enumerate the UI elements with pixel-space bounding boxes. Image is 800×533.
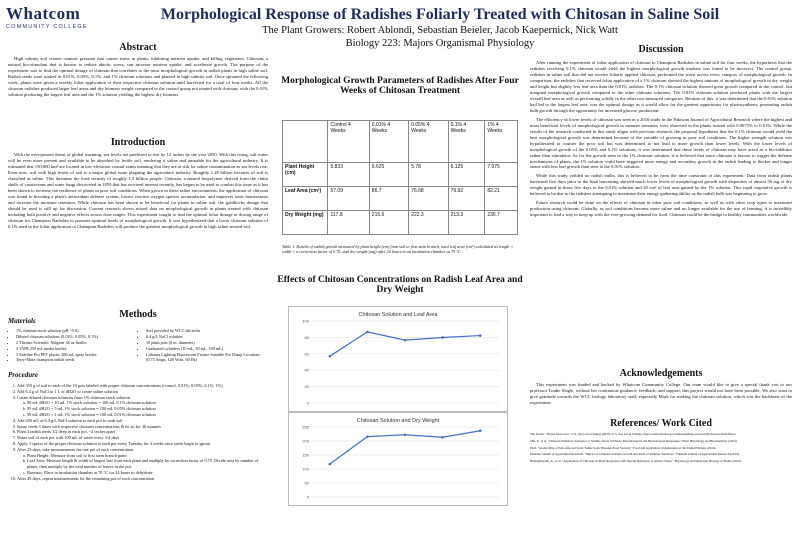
leaf-area-chart: [288, 306, 508, 412]
table-cell: 117.8: [328, 211, 369, 235]
data-point: [404, 433, 407, 436]
table-header-row: [283, 121, 518, 163]
y-tick-label: 100: [302, 318, 309, 324]
y-tick-label: 250: [302, 424, 309, 430]
discussion-text: [530, 60, 792, 221]
table-cell: 57.09: [328, 187, 369, 211]
table-row: [283, 187, 518, 211]
table-row-label: Leaf Area (cm²): [283, 187, 328, 211]
data-point: [329, 463, 332, 466]
procedure-list: [8, 383, 268, 482]
y-tick-label: 40: [304, 367, 309, 373]
procedure-substeps: [17, 453, 268, 476]
table-row: [283, 163, 518, 187]
procedure-step-text: Spray seeds 3 times with respective chitosan concentrations & let sit for 30 minutes: [17, 423, 161, 429]
table-cell: 213.3: [448, 211, 485, 235]
table-cell: 76.68: [409, 187, 448, 211]
table-cell: 6.125: [448, 163, 485, 187]
procedure-step-text: Add 350 g of soil to each of the 10 pots labeled with proper chitosan concentrations (control, 0.01%, 0.05%, 0.1%, 1%): [17, 383, 223, 388]
discussion-paragraph-3: While this study yielded no radish bulbs, this is believed to be from the time constraint of this experiment. Data from radish plants harvested five days prior to the final harvesting showed much lower levels of morphological growth with disparities of almost 50 mg of dry weight gained in those five days in the 0.01% solution and 20 cm² of leaf area gained by the 1% solution. This rapid vegetative growth is believed to be due to the radishes attempting to maximize their energy gathering ability as the radish bulb was beginning to grow.: [530, 173, 792, 197]
procedure-substep: b. Leaf Area: Measure length & width of largest leaf from each plant and multiply by correction factor of 0.75. Divide area by number of plants, then multiply by the total number of leaves in the pot.: [27, 458, 268, 470]
procedure-heading: Procedure: [8, 371, 38, 379]
y-tick-label: 20: [304, 384, 309, 390]
y-tick-label: 150: [302, 452, 309, 458]
material-item: • Lithonia Lighting Fluorescent Fixture Suitable For Damp Locations (0.75 Amps, 120 Volts, 60 Hz): [146, 352, 268, 364]
table-cell: 86.7: [369, 187, 408, 211]
material-item: • Soil provided by WCC lab techs: [146, 328, 268, 334]
poster-course: Biology 223: Majors Organismal Physiology: [345, 38, 535, 49]
series-line: [330, 332, 480, 356]
table-cell: 82.21: [485, 187, 518, 211]
poster-authors: The Plant Growers: Robert Ablondi, Sebastian Beieler, Jacob Kaepernick, Nick Watt: [262, 25, 618, 36]
table-cell: 79.92: [448, 187, 485, 211]
table-header-cell: 0.1% 4 Weeks: [448, 121, 485, 163]
data-point: [329, 355, 332, 358]
procedure-step: [17, 476, 268, 482]
table-header-cell: [283, 121, 328, 163]
table-caption: Table 1. Results of radish growth measured by plant height (cm) from soil to first stem branch, total leaf area (cm²) calculated as length × width × a correction factor of 0.75, and dry weight (mg) after 24 hours in an incubation chamber at 70 °C.: [282, 244, 514, 255]
reference-item: Hidangmayum, A., et al. "Application of Chitosan on Plant Responses with Special Reference to Abiotic Stress." Physiology and Molecular Biology of Plants (2019).: [530, 459, 742, 464]
logo-subtitle: COMMUNITY COLLEGE: [6, 24, 88, 30]
table-cell: 215.6: [369, 211, 408, 235]
table-row-label: Plant Height (cm): [283, 163, 328, 187]
chart-title: Chitosan Solution and Leaf Area: [358, 312, 438, 318]
introduction-heading: Introduction: [110, 137, 166, 148]
chart-title: Chitosan Solution and Dry Weight: [356, 418, 440, 424]
abstract-text: [8, 56, 268, 101]
materials-list-left: [8, 328, 138, 363]
table-cell: 6.625: [369, 163, 408, 187]
material-item: • Diluted chitosan solutions (0.01%, 0.05%, 0.1%): [16, 334, 138, 340]
procedure-step: [17, 447, 268, 476]
table-cell: 222.3: [409, 211, 448, 235]
procedure-substep: c. 99 mL dH2O + 1 mL 1% stock solution = 100 mL 0.01% chitosan solution: [27, 412, 268, 418]
references-heading: References/ Work Cited: [610, 418, 712, 429]
data-point: [366, 435, 369, 438]
table-row-label: Dry Weight (mg): [283, 211, 328, 235]
y-tick-label: 100: [302, 466, 309, 472]
y-tick-label: 60: [304, 351, 309, 357]
material-item: • 2 Thermo Scientific Nalgene 34 oz bottles: [16, 340, 138, 346]
table-row: [283, 211, 518, 235]
results-table: [282, 120, 518, 235]
procedure-step-text: Create diluted chitosan solutions from 1% chitosan stock solution: [17, 394, 130, 400]
procedure-substep: c. Biomass: Place in incubation chamber at 70 °C for 24 hours to dehydrate: [27, 470, 268, 476]
leaf-area-chart-svg: [289, 307, 507, 411]
material-item: • 6.4 g/L NaCl solution: [146, 334, 268, 340]
reference-item: Pakistan Journal of Agricultural Research. "Impact of Chitosan on Plant Growth and Yield of Summer Tomatoes." Pakistan Journal of Agricultural Research (2016).: [530, 452, 740, 457]
data-point: [441, 336, 444, 339]
reference-item: The Ocean. "Future Sea Level." U.S. Sea Level Change (2025). U.S. Sea Level Change, https://sealevel.nasa.gov/understanding-sea-level/global-sea-level/future.: [530, 432, 737, 436]
y-tick-label: 80: [304, 334, 309, 340]
procedure-substep: b. 95 mL dH2O + 5 mL 1% stock solution = 100 mL 0.05% chitosan solution: [27, 406, 268, 412]
dry-weight-chart: [288, 412, 508, 506]
material-item: • Graduated cylinders (10 mL, 50 mL, 100 mL): [146, 346, 268, 352]
introduction-text: [8, 152, 268, 233]
table-header-cell: Control 4 Weeks: [328, 121, 369, 163]
logo-wordmark: Whatcom: [6, 4, 81, 23]
acknowledgements-text: [530, 382, 792, 409]
table-heading: Morphological Growth Parameters of Radishes After Four Weeks of Chitosan Treatment: [281, 76, 519, 96]
procedure-substep: a. 90 mL dH2O + 10 mL 1% stock solution = 100 mL 0.1% chitosan solution: [27, 400, 268, 406]
y-tick-label: 50: [304, 480, 309, 486]
acknowledgements-heading: Acknowledgements: [619, 368, 703, 379]
y-tick-label: 0: [306, 400, 309, 406]
discussion-paragraph-4: Future research could be done on the effects of chitosan in other poor soil conditions, as well as with other crop types to maximize production using chitosan. Globally, as soil conditions become more saline and no longer available for the use of farming, it is incredibly important to find a way to keep up with the ever-growing demand for food. Chitosan could be the bridge to healthy communities worldwide.: [530, 200, 792, 218]
data-point: [441, 436, 444, 439]
table-cell: 5.78: [409, 163, 448, 187]
reference-item: FAO. "Global Map of Salt-Affected Soils: Saline Soils Threaten Food Security." Food and Agriculture Organization of the United Nations (2024).: [530, 445, 717, 450]
procedure-substep: a. Plant Height: Measure from soil to first stem branch point: [27, 453, 268, 459]
procedure-step-text: Plant 4 radish seeds 1/2 deep in each pot, ~2 inches apart: [17, 429, 116, 435]
procedure-step: [17, 395, 268, 418]
references-list: [530, 432, 792, 466]
material-item: • 3 Sideline Pro PET plastic 200 mL spray bottles: [16, 352, 138, 358]
material-item: • 4 VWR 250 mL media bottles: [16, 346, 138, 352]
materials-list-right: [138, 328, 268, 363]
material-item: • 1% chitosan stock solution (pH ~5.6): [16, 328, 138, 334]
y-tick-label: 0: [306, 494, 309, 500]
materials-heading: Materials: [8, 317, 36, 325]
procedure-step-text: After 23 days, take measurements for one pot of each concentration: [17, 446, 134, 452]
data-point: [479, 429, 482, 432]
procedure-substeps: [17, 400, 268, 417]
discussion-heading: Discussion: [638, 44, 684, 55]
results-table-wrap: [282, 120, 518, 235]
data-point: [479, 334, 482, 337]
introduction-paragraph: With the ever-present threat of global warming, sea levels are predicted to rise by 12 inches by the year 2050. With this rising, salt water will be even more present and available to be absorbed by fertile soil, rendering it saline and unusable for the agricultural industry. It is estimated that 150,000 km² are located in low-elevation coastal zones meaning that they are at risk for saline contamination as sea levels rise. Even now, soil with high levels of salt is a major global issue plaguing the agriculture industry. Roughly 1.28 billion hectares of soil is classified as saline. This threatens the food security of roughly 1.5 billion people. Chitosan, a natural biopolymer derived from the chitin shells of crustaceans and some fungi discovered in 1859 that has received interest recently, has begun to be used to combat this issue as it has been shown to increase the resilience of plants in poor soil conditions. When grown in these saline environments, the application of chitosan was found to boosting a plant's antioxidant defense system, lowers reactive oxygen species accumulation, and improves ionic homeostasis and increase the moisture retention. While chitosan has been shown to be beneficial for plants in saline soil, the goldilocks dosage that should be used is still up for discussion. Current research shows mixed data on morphological growth in plants treated with chitosan including both positive and negative effects across dose ranges. This experiment sought to find the optimal foliar dosage or dosing range of chitosan for Champion Radishes to promote optimal levels of morphological growth. It was hypothesized that a lower chitosan solution of 0.1% used in the foliar application to Champion Radishes will produce the greatest morphological growth in high saline treated soil.: [8, 152, 268, 229]
methods-heading: Methods: [119, 309, 157, 320]
table-header-cell: 1% 4 Weeks: [485, 121, 518, 163]
poster-title: Morphological Response of Radishes Foliarly Treated with Chitosan in Saline Soil: [160, 6, 720, 23]
discussion-paragraph-1: After running the experiment of foliar application of chitosan to Champion Radishes in saline soil for four weeks, the hypothesis that the radishes receiving 0.1% chitosan would yield the highest morphological growth markers was found to be incorrect. The control group, radishes in saline soil that did not receive foliarly applied chitosan, performed the worst across every category of morphological growth. In comparison, the radishes that received foliar application of a 1% chitosan showed the highest amount of morphological growth in dry weight and height but slightly less leaf area than the 0.01% radishes. The 0.1% chitosan solution showed great growth compared to the control, but marginal morphological growth compared to the other chitosan solutions. The 0.01% chitosan solution produced plants with the largest overall leaf area as well as performing solidly in the other two measured categories. Because of this, it was determined that the 0.01% solution had led to the largest leaf area, was the optimal dosage as it would allow for the greatest opportunity for photosynthesis, promoting radish bulb growth through the opportunity for increased glucose production.: [530, 60, 792, 113]
table-header-cell: 0.05% 4 Weeks: [409, 121, 448, 163]
abstract-heading: Abstract: [119, 42, 157, 53]
procedure-step-text: Add 200 mL of 6.4 g/L NaCl solution to each pot to soak soil: [17, 417, 123, 423]
dry-weight-chart-svg: [289, 413, 507, 505]
table-cell: 7.075: [485, 163, 518, 187]
procedure-step-text: Apply 3 sprays of the proper chitosan solution to each pot every Tuesday for 4 weeks once seeds begin to sprout: [17, 440, 211, 446]
college-logo: [6, 4, 126, 30]
table-header-cell: 0.01% 4 Weeks: [369, 121, 408, 163]
acknowledgements-paragraph: This experiment was funded and backed by Whatcom Community College. Our team would like to give a special thank you to our professor Trudie Slagle, without her continuous guidance, feedback, and support, this project would not have been possible. We also want to give gratitude towards the WCC biology laboratory staff, especially Mark for making the chitosan solution, which was the backbone of the experiment.: [530, 382, 792, 405]
material-item: • Terry-Mote champion radish seeds: [16, 357, 138, 363]
procedure-step-text: After 28 days, repeat measurements for the remaining pot of each concentration: [17, 475, 155, 481]
data-point: [366, 331, 369, 334]
procedure-step-text: Add 6.4 g of NaCl to 1 L of dH2O to create saline solution: [17, 388, 119, 394]
charts-heading: Effects of Chitosan Concentrations on Radish Leaf Area and Dry Weight: [277, 275, 523, 295]
table-cell: 236.7: [485, 211, 518, 235]
table-cell: 5.833: [328, 163, 369, 187]
reference-item: Zhu, Y., et al. "Chitosan Enhances Tolerance to Salinity Stress in Plants: Morphological and Physiological Responses." Plant Physiology and Biochemistry (2023).: [530, 438, 738, 443]
abstract-paragraph: High salinity soil creates osmotic pressure that causes stress in plants, inhibiting nutrient uptake, and killing vegetation. Chitosan, a natural bio-stimulant that is known to reduce abiotic stress, can increase nutrient uptake, and accelerate growth. The purpose of the experiment was to find the optimal dosage of chitosan that correlates to the most morphological growth in radish plants in high saline soil. Radish seeds were soaked in 0.01%, 0.05%, 0.1%, and 1% chitosan solutions and planted in high salinity soil. Once sprouted the following week, plants were given a weekly foliar application of their respective chitosan solution until harvested for a total of four weeks. All the chitosan radishes produced larger leaf areas and dry biomass weight compared to the control group not treated with chitosan, with the 0.01% solution producing the largest leaf area and the 1% solution yielding the highest dry biomass.: [8, 56, 268, 97]
y-tick-label: 200: [302, 438, 309, 444]
procedure-step-text: Water soil of each pot with 100 mL of water every 3-4 days: [17, 435, 120, 441]
discussion-paragraph-2: The efficiency of lower levels of chitosan was seen in a 2016 study in the Pakistan Journal of Agricultural Research where the highest and most beneficial levels of morphological growth in summer tomatoes were observed in the plants treated with 0.0075% to 0.01%. While the results of the research conducted in this study aligns with previous research, the proposal hypothesis that the 0.1% chitosan would yield the best morphological growth was determined because of the variable of growing in poor soil conditions. The higher strength solution was hypothesized to counter the poor soil but was determined to not lead to more growth than lower levels. With the lower levels of morphological growth of the 0.05% and 0.1% solutions, it was determined that these levels of chitosan may have acted as a bio-inhibitor rather than stimulator. As for the growth seen in the 1% chitosan solution, it is believed that since chitosan is known to trigger the defense mechanisms of plants, the 1% solution could have triggered more energy and secondary growth in the radish leading to thicker and longer stems with less leaf growth than seen in the 0.01% solution.: [530, 116, 792, 170]
material-item: • 10 plant pots (6 in. diameter): [146, 340, 268, 346]
data-point: [404, 339, 407, 342]
